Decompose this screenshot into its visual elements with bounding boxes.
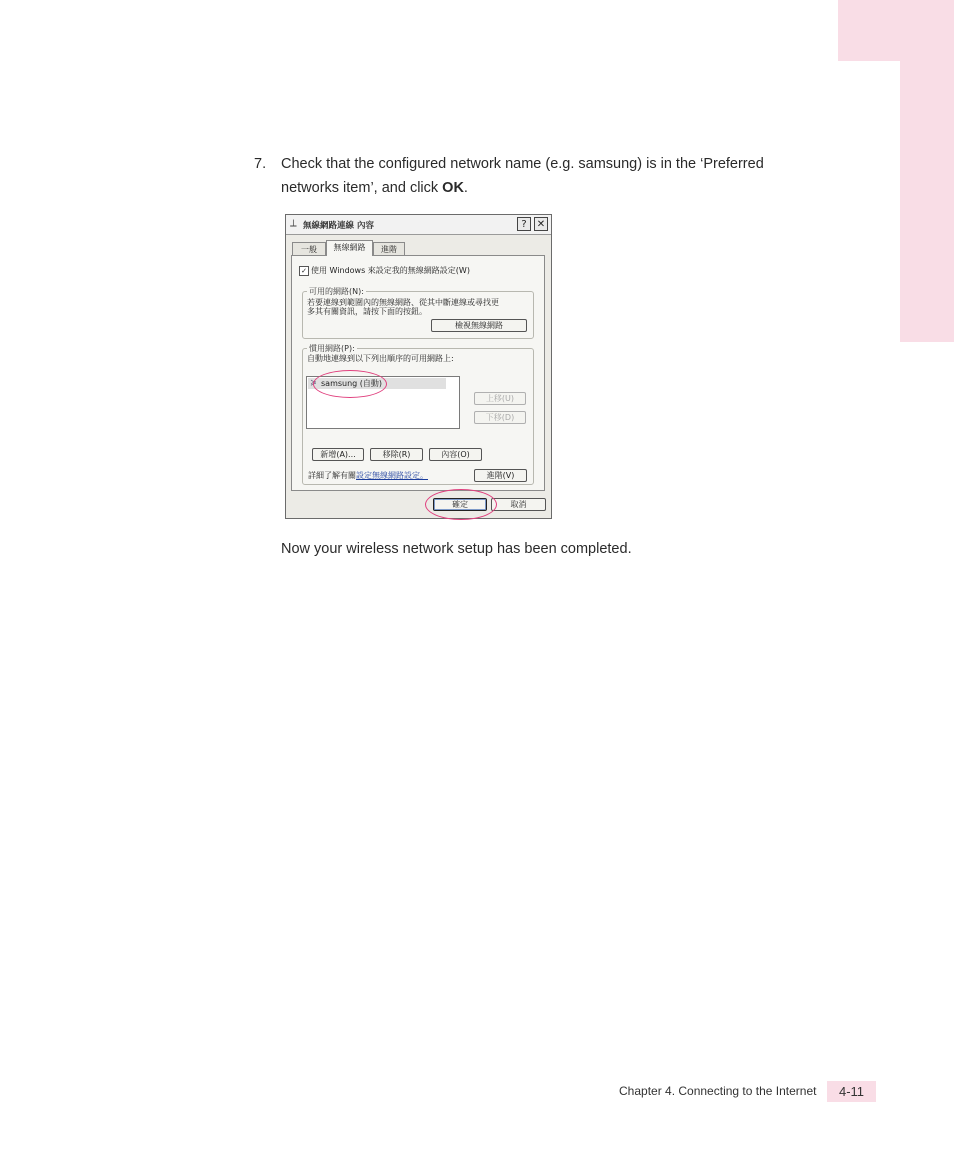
available-networks-title: 可用的網路(N): — [309, 287, 364, 296]
advanced-button[interactable]: 進階(V) — [474, 469, 527, 482]
step-text-before: Check that the configured network name (e.g. samsung) is in the ‘Preferred networks item’, and click — [281, 156, 764, 196]
remove-network-button[interactable]: 移除(R) — [370, 448, 423, 461]
cancel-button[interactable]: 取消 — [491, 498, 546, 511]
use-windows-checkbox[interactable]: ✓ — [299, 266, 309, 276]
preferred-networks-title: 慣用網路(P): — [309, 344, 355, 353]
step-text-after: . — [463, 180, 468, 196]
step-text — [281, 152, 781, 200]
network-name: samsung (自動) — [321, 379, 383, 388]
chapter-title: Chapter 4. Connecting to the Internet — [619, 1084, 817, 1098]
page-number: 4-11 — [827, 1081, 876, 1102]
completion-text: Now your wireless network setup has been completed. — [281, 541, 632, 557]
network-properties-button[interactable]: 內容(O) — [429, 448, 482, 461]
add-network-button[interactable]: 新增(A)... — [312, 448, 364, 461]
ok-button[interactable]: 確定 — [433, 498, 487, 511]
tab-wireless[interactable]: 無線網路 — [326, 240, 373, 256]
tab-advanced[interactable]: 進階 — [373, 242, 405, 255]
move-up-button[interactable]: 上移(U) — [474, 392, 526, 405]
learn-more-text — [308, 471, 428, 480]
side-strip-decoration — [900, 61, 954, 342]
close-button[interactable]: ✕ — [534, 217, 548, 231]
highlight-oval-ok — [425, 489, 497, 520]
available-desc-line1: 若要連線到範圍內的無線網路、從其中斷連線或尋找更 — [307, 298, 499, 307]
view-wireless-networks-button[interactable]: 檢視無線網路 — [431, 319, 527, 332]
ok-emphasis: OK — [442, 180, 464, 196]
dialog-title: 無線網路連線 內容 — [303, 221, 374, 231]
network-connection-icon: ⟂ — [290, 218, 297, 229]
help-button[interactable]: ? — [517, 217, 531, 231]
learn-more-prefix: 詳細了解有關 — [308, 471, 356, 480]
corner-tab-decoration — [838, 0, 954, 61]
dialog-titlebar — [286, 215, 551, 235]
highlight-oval-network — [313, 370, 387, 398]
wireless-network-icon: ≽ — [310, 378, 317, 387]
move-down-button[interactable]: 下移(D) — [474, 411, 526, 424]
step-number: 7. — [254, 156, 267, 172]
available-desc-line2: 多其有關資訊，請按下面的按鈕。 — [307, 307, 427, 316]
preferred-desc: 自動地連線到以下列出順序的可用網路上: — [307, 354, 454, 363]
tab-general[interactable]: 一般 — [292, 242, 326, 255]
learn-more-link[interactable]: 設定無線網路設定。 — [356, 471, 428, 480]
wireless-properties-dialog — [285, 214, 552, 519]
available-networks-group — [302, 287, 534, 339]
use-windows-label: 使用 Windows 來設定我的無線網路設定(W) — [311, 266, 470, 275]
